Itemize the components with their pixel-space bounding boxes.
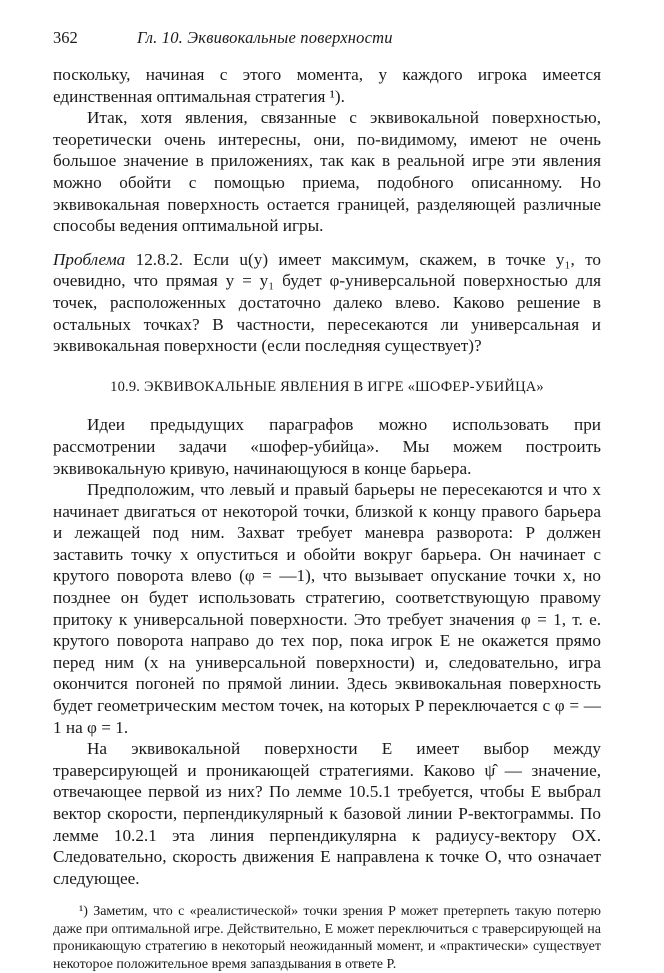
problem-label: Проблема <box>53 249 126 269</box>
paragraph-equivocal-surface: На эквивокальной поверхности E имеет выбор между траверсирующей и проникающей стратегиями. Каково ψ̂ — значение, отвечающее первой из них? По лемме 10.5.1 требуется, чтобы E выбрал вектор скорости, перпендикулярный к базовой линии P-вектограммы. По лемме 10.2.1 эта линия перпендикулярна к радиусу-вектору OX. Следовательно, скорость движения E направлена к точке O, что означает следующее. <box>53 739 601 888</box>
main-text <box>53 64 601 889</box>
paragraph-suppose: Предположим, что левый и правый барьеры не пересекаются и что x начинает двигаться от некоторой точки, близкой к концу правого барьера и лежащей под ним. Захват требует маневра разворота: P должен заставить точку x опуститься и обойти вокруг барьера. Он начинает с крутого поворота влево (φ = —1), что вызывает опускание точки x, но позднее он будет использовать стратегию, соответствующую правому притоку к универсальной поверхности. Это требует значения φ = 1, т. е. крутого поворота направо до тех пор, пока игрок E не окажется прямо перед ним (x на универсальной поверхности) и, следовательно, игра окончится погоней по прямой линии. Здесь эквивокальная поверхность будет геометрическим местом точек, на которых P переключается с φ = —1 на φ = 1. <box>53 480 601 737</box>
footnote-text: ¹) Заметим, что с «реалистической» точки зрения P может претерпеть такую потерю даже при оптимальной игре. Действительно, E может переключиться с траверсирующей на проникающую стратегию в некоторый неожиданный момент, и «практически» существует некоторое положительное время запаздывания в ответе P. <box>53 904 601 972</box>
running-title: Гл. 10. Эквивокальные поверхности <box>137 28 393 47</box>
page-header <box>53 28 601 52</box>
book-page <box>53 28 601 973</box>
paragraph-equivocal-summary: Итак, хотя явления, связанные с эквивокальной поверхностью, теоретически очень интересны, они, по-видимому, имеют не очень большое значение в приложениях, так как в реальной игре эти явления можно обойти с помощью приема, подобного описанному. Но эквивокальная поверхность остается границей, разделяющей различные способы ведения оптимальной игры. <box>53 108 601 236</box>
section-heading: 10.9. ЭКВИВОКАЛЬНЫЕ ЯВЛЕНИЯ В ИГРЕ «ШОФЕР-УБИЙЦА» <box>110 378 544 395</box>
paragraph-continuation: поскольку, начиная с этого момента, у каждого игрока имеется единственная оптимальная стратегия ¹). <box>53 65 601 106</box>
footnote <box>53 903 601 973</box>
problem-paragraph <box>53 249 601 357</box>
page-number: 362 <box>53 28 78 47</box>
problem-text: 12.8.2. Если u(y) имеет максимум, скажем, в точке y₁, то очевидно, что прямая y = y₁ будет φ-универсальной поверхностью для точек, расположенных достаточно далеко влево. Каково решение в остальных точках? В частности, пересекаются ли универсальная и эквивокальная поверхности (если последняя существует)? <box>53 249 601 356</box>
paragraph-ideas: Идеи предыдущих параграфов можно использовать при рассмотрении задачи «шофер-убийца». Мы можем построить эквивокальную кривую, начинающуюся в конце барьера. <box>53 415 601 478</box>
